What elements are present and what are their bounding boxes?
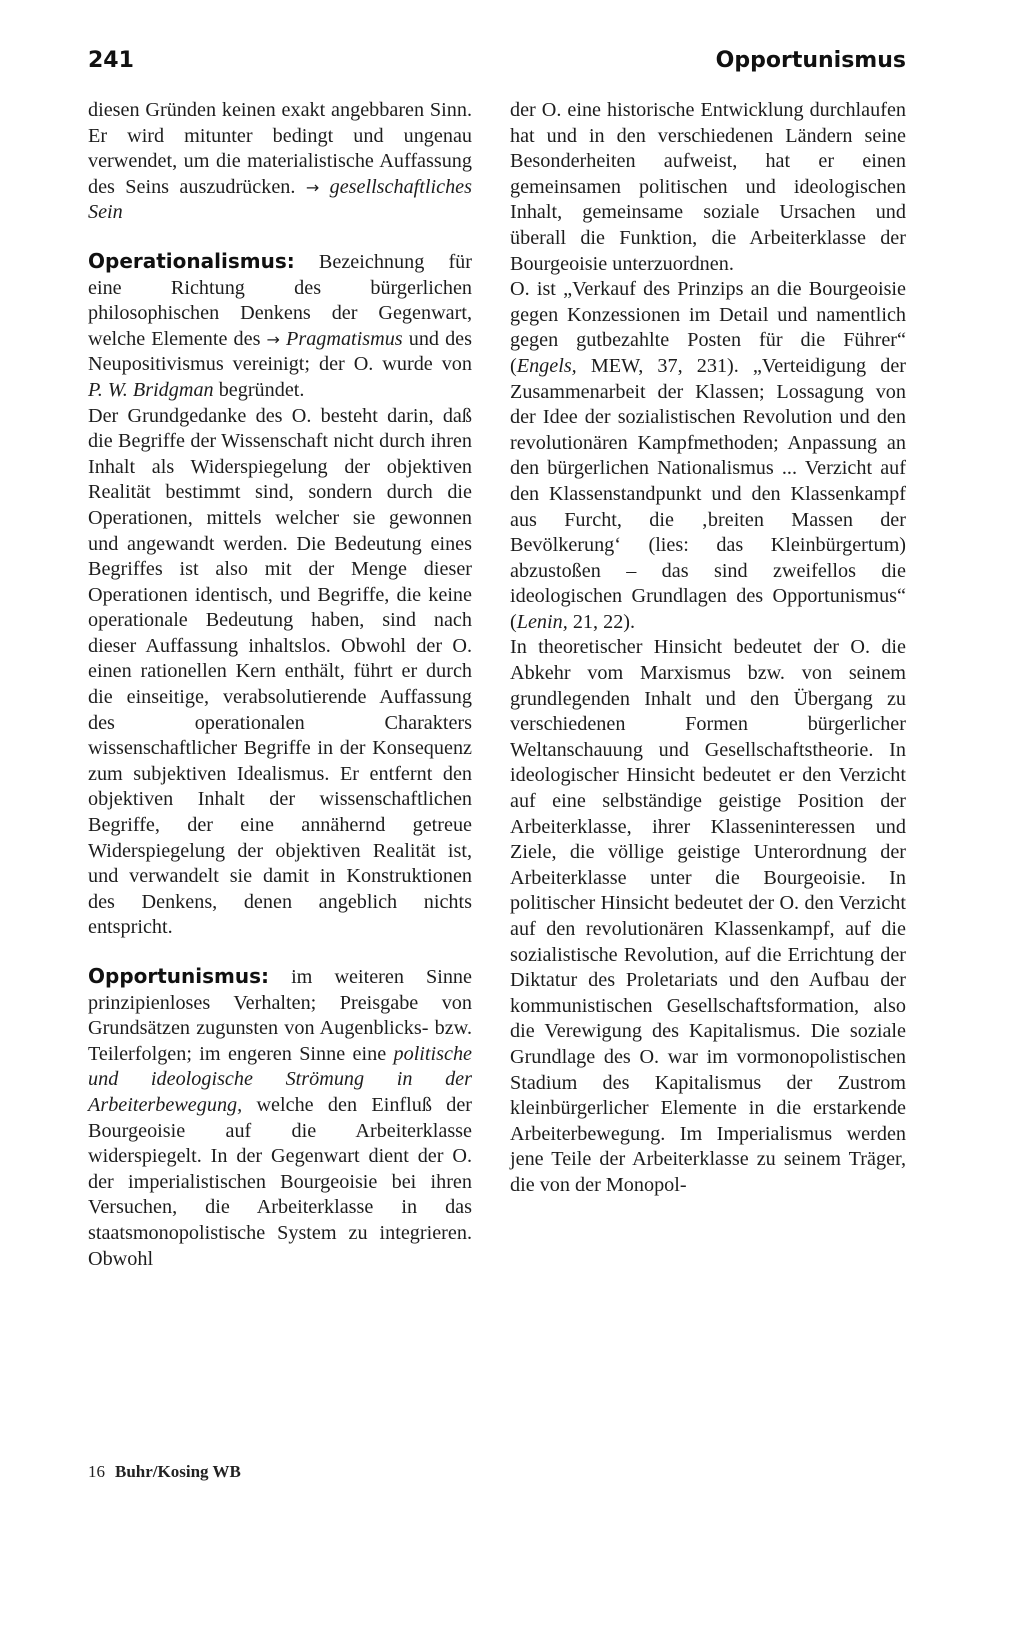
paragraph: der O. eine historische Entwicklung durchlaufen hat und in den verschiedenen Ländern seine Besonderheiten aufweist, hat er einen gemeinsamen politischen und ideologischen Inhalt, gemeinsame soziale Ursachen und überall die Funktion, die Arbeiterklasse der Bourgeoisie unterzuordnen. [510, 99, 906, 275]
page-footer [88, 1462, 241, 1482]
entry-operationalismus: Operationalismus: Bezeichnung für eine Richtung des bürgerlichen philosophischen Denkens der Gegenwart, welche Elemente des → Pragmatismus und des Neupositivismus vereinigt; der O. wurde von P. W. Bridgman begründet. [88, 248, 472, 401]
entry-heading: Operationalismus: [88, 248, 295, 273]
cross-reference-arrow: → [305, 177, 320, 197]
cross-reference: Pragmatismus [286, 327, 403, 350]
emphasis: politische und ideologische Strömung in der Arbeiterbewegung, [88, 1042, 472, 1116]
left-column [88, 98, 472, 1272]
entry-heading: Opportunismus: [88, 964, 270, 988]
entry-opportunismus: Opportunismus: im weiteren Sinne prinzipienloses Verhalten; Preisgabe von Grundsätzen zugunsten von Augenblicks- bzw. Teilerfolgen; im engeren Sinne eine politische und ideologische Strömung in der Arbeiterbewegung, welche den Einfluß der Bourgeoisie auf die Arbeiterklasse widerspiegelt. In der Gegenwart dient der O. der imperialistischen Bourgeoisie bei ihren Versuchen, die Arbeiterklasse in das staatsmonopolistische System zu integrieren. Obwohl [88, 964, 472, 1270]
author-name: Lenin, [516, 610, 568, 633]
cross-reference-arrow: → [266, 329, 280, 349]
signature-text: Buhr/Kosing WB [115, 1462, 241, 1481]
signature-number: 16 [88, 1462, 105, 1481]
paragraph: In theoretischer Hinsicht bedeutet der O. die Abkehr vom Marxismus bzw. von seinem grundlegenden Inhalt und den Übergang zu verschiedenen Formen bürgerlicher Weltanschauung und Gesellschaftstheorie. In ideologischer Hinsicht bedeutet er den Verzicht auf eine selbständige geistige Position der Arbeiterklasse, ihrer Klasseninteressen und Ziele, die völlige geistige Unterordnung der Arbeiterklasse unter die Bourgeoisie. In politischer Hinsicht bedeutet der O. den Verzicht auf den revolutionären Klassenkampf, auf die sozialistische Revolution, auf die Errichtung der Diktatur des Proletariats und den Aufbau der kommunistischen Gesellschaftsformation, also die Verewigung des Kapitalismus. Die soziale Grundlage des O. war im vormonopolistischen Stadium des Kapitalismus der Zustrom kleinbürgerlicher Elemente in die erstarkende Arbeiterbewegung. Im Imperialismus werden jene Teile der Arbeiterklasse zu seinem Träger, die von der Monopol- [510, 636, 906, 1196]
paragraph-continuation: diesen Gründen keinen exakt angebbaren Sinn. Er wird mitunter bedingt und ungenau verwendet, um die materialistische Auffassung des Seins auszudrücken. → gesellschaftliches Sein [88, 99, 472, 224]
person-name: P. W. Bridgman [88, 378, 214, 401]
paragraph: Der Grundgedanke des O. besteht darin, daß die Begriffe der Wissenschaft nicht durch ihren Inhalt als Widerspiegelung der objektiven Realität bestimmt sind, sondern durch die Operationen, mittels welcher sie gewonnen und angewandt werden. Die Bedeutung eines Begriffes ist also mit der Menge dieser Operationen identisch, und Begriffe, die keine operationale Bedeutung haben, sind nach dieser Auffassung inhaltslos. Obwohl der O. einen rationellen Kern enthält, führt er durch die einseitige, verabsolutierende Auffassung des operationalen Charakters wissenschaftlicher Begriffe in der Konsequenz zum subjektiven Idealismus. Er entfernt den objektiven Inhalt der wissenschaftlichen Begriffe, der eine annähernd getreue Widerspiegelung der objektiven Realität ist, und verwandelt sie damit in Konstruktionen des Denkens, denen angeblich nichts entspricht. [88, 404, 472, 939]
cross-reference: gesellschaftliches Sein [88, 175, 472, 224]
page-number: 241 [88, 48, 134, 73]
author-name: Engels, [516, 354, 577, 377]
paragraph-quotations: O. ist „Verkauf des Prinzips an die Bourgeoisie gegen Konzessionen im Detail und namentlich gegen gutbezahlte Posten für die Führer“ (Engels, MEW, 37, 231). „Verteidigung der Zusammenarbeit der Klassen; Lossagung von der Idee der sozialistischen Revolution und den revolutionären Kampfmethoden; Anpassung an den bürgerlichen Nationalismus ... Verzicht auf den Klassenstandpunkt und den Klassenkampf aus Furcht, die ‚breiten Massen der Bevölkerung‘ (lies: das Kleinbürgertum) abzustoßen – das sind zweifellos die ideologischen Grundlagen des Opportunismus“ (Lenin, 21, 22). [510, 278, 906, 633]
running-head: Opportunismus [715, 48, 906, 73]
right-column [510, 98, 906, 1199]
